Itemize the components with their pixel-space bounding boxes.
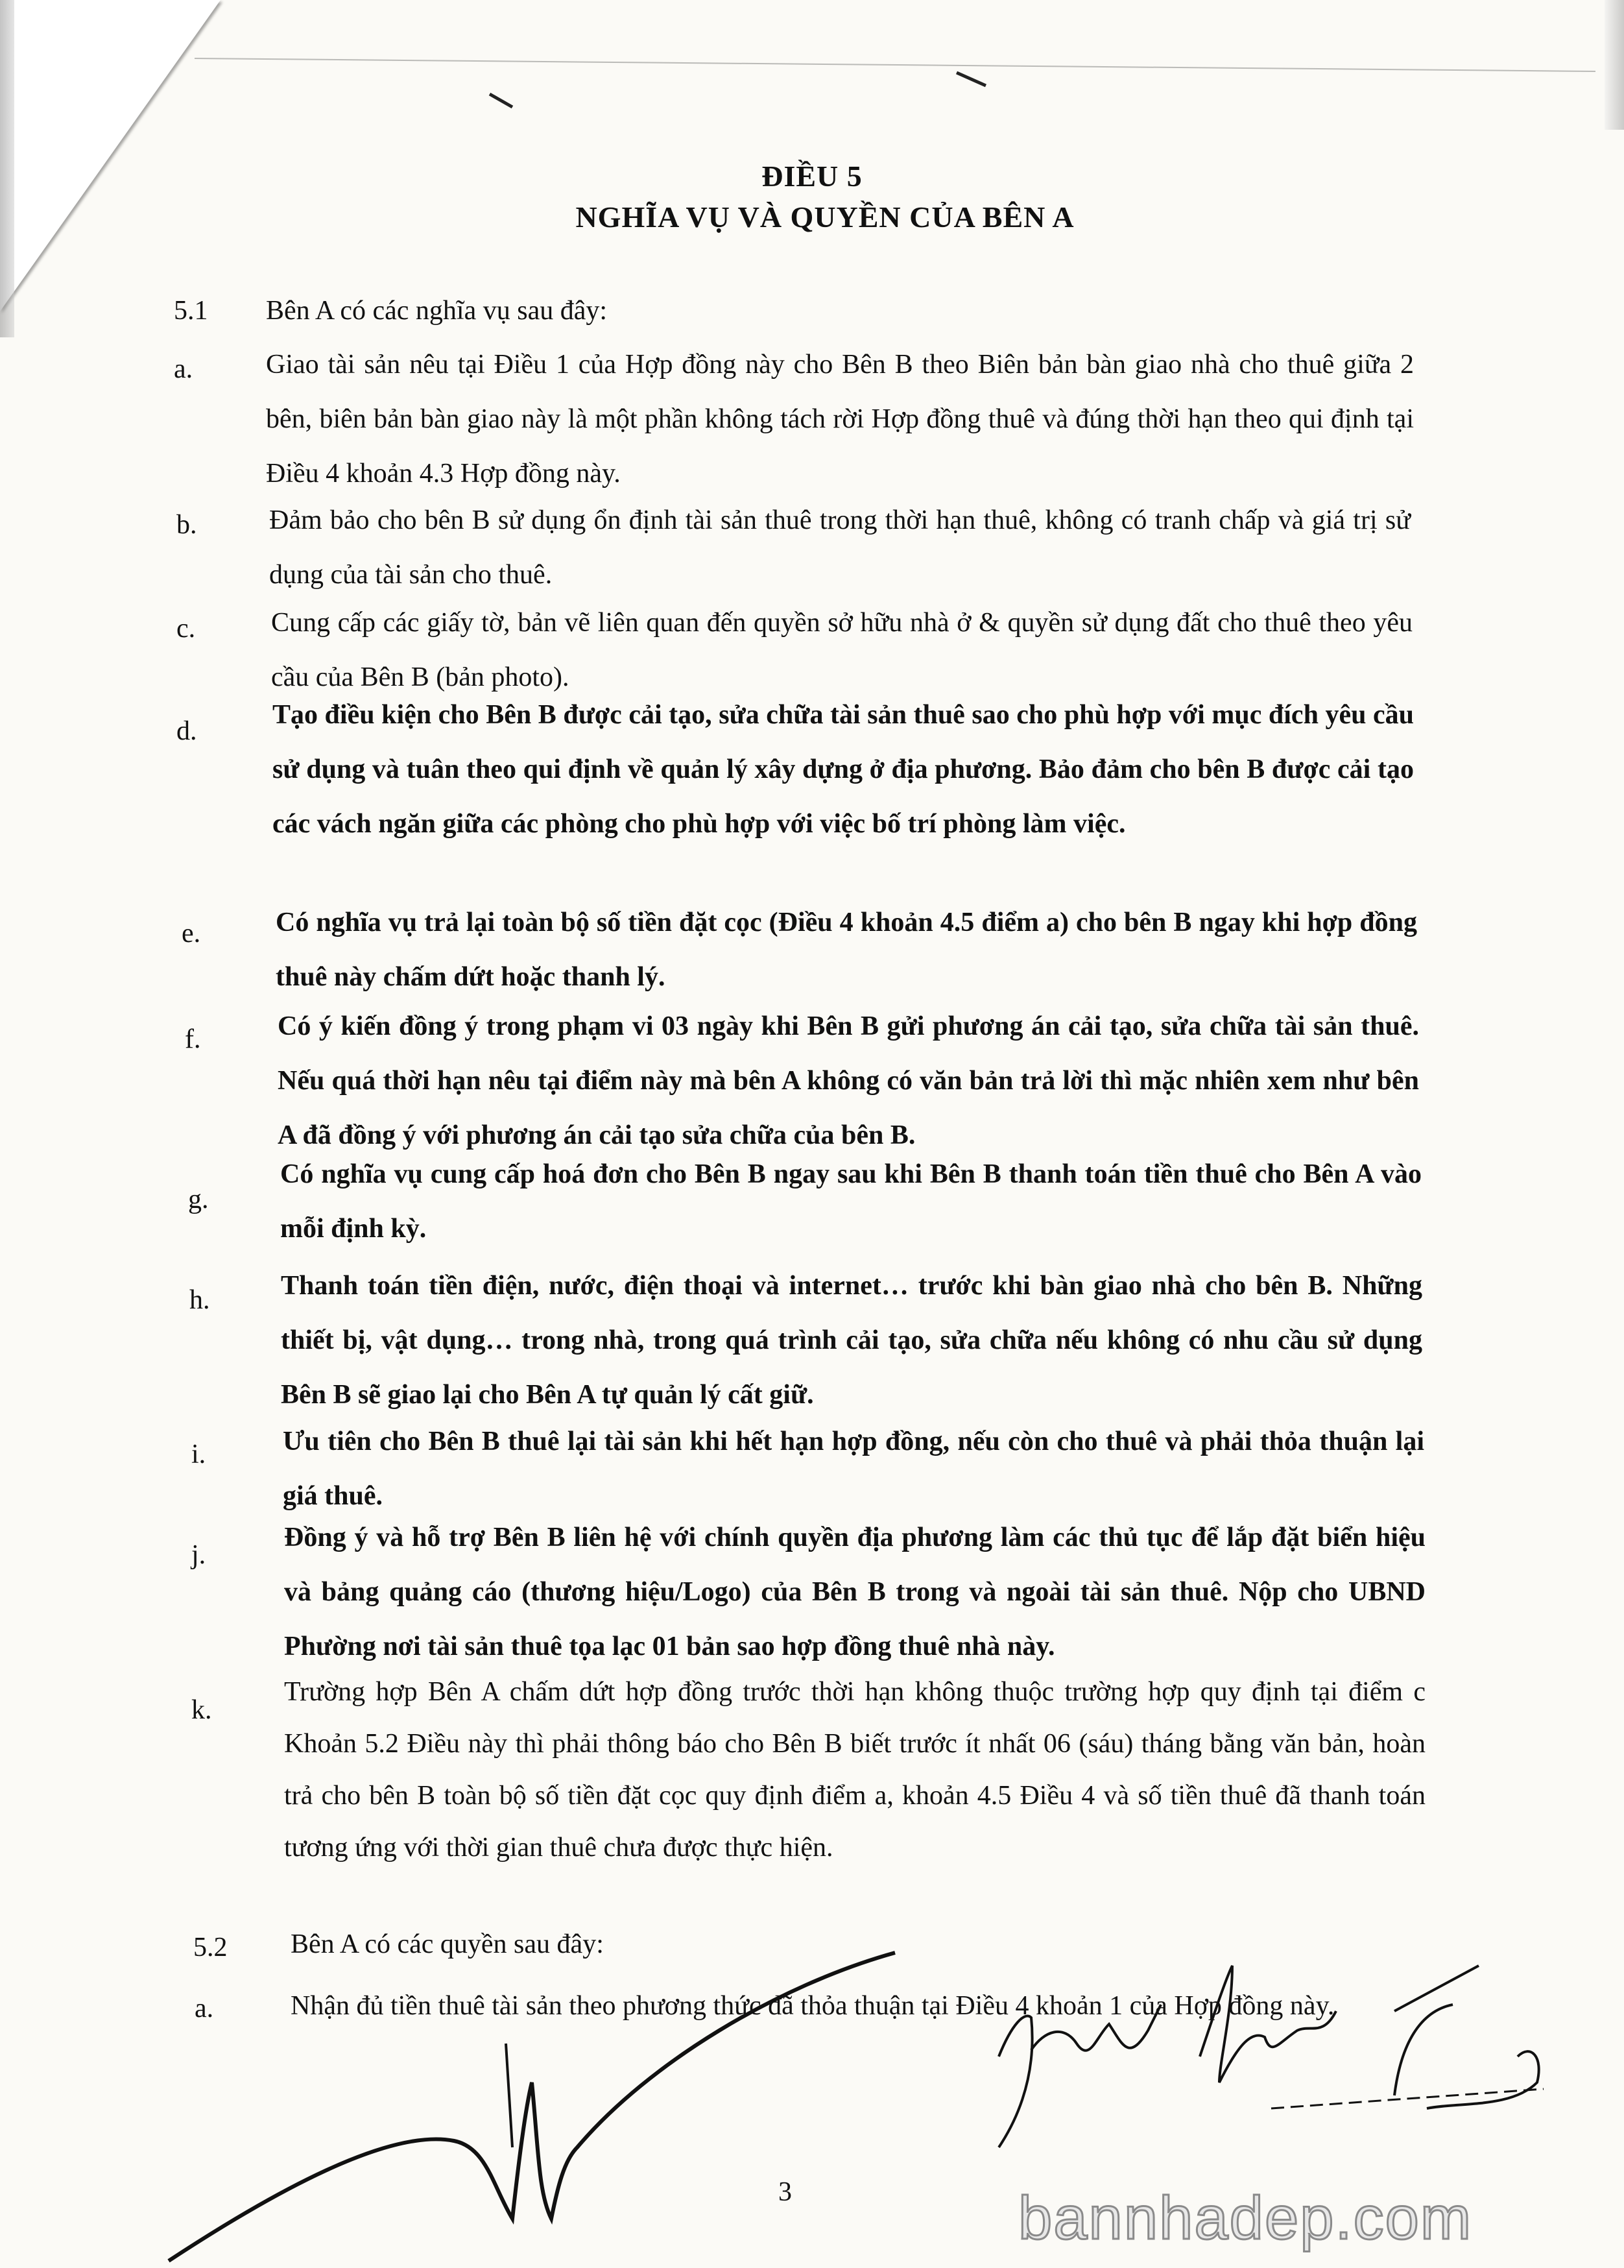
- item-label: g.: [188, 1185, 209, 1214]
- item-text: Cung cấp các giấy tờ, bản vẽ liên quan đến quyền sở hữu nhà ở & quyền sử dụng đất cho thuê theo yêu cầu của Bên B (bản photo).: [271, 608, 1413, 692]
- item-label: d.: [176, 716, 197, 746]
- item-label: j.: [191, 1540, 206, 1570]
- item-text: Giao tài sản nêu tại Điều 1 của Hợp đồng này cho Bên B theo Biên bản bàn giao nhà cho thuê giữa 2 bên, biên bản bàn giao này là một phần không tách rời Hợp đồng thuê và đúng thời hạn theo qui định tại Điều 4 khoản 4.3 Hợp đồng này.: [266, 350, 1414, 489]
- item-label: c.: [176, 614, 196, 644]
- item-label: k.: [191, 1695, 212, 1725]
- item-text: Thanh toán tiền điện, nước, điện thoại và internet… trước khi bàn giao nhà cho bên B. Những thiết bị, vật dụng… trong nhà, trong quá trình cải tạo, sửa chữa nếu không có nhu cầu sử dụng Bên B sẽ giao lại cho Bên A tự quản lý cất giữ.: [281, 1271, 1422, 1410]
- item-label: e.: [182, 919, 201, 948]
- item-text: Có nghĩa vụ cung cấp hoá đơn cho Bên B ngay sau khi Bên B thanh toán tiền thuê cho Bên A vào mỗi định kỳ.: [280, 1159, 1422, 1244]
- item-text: Trường hợp Bên A chấm dứt hợp đồng trước thời hạn không thuộc trường hợp quy định tại điểm c Khoản 5.2 Điều này thì phải thông báo cho Bên B biết trước ít nhất 06 (sáu) tháng bằng văn bản, hoàn trả cho bên B toàn bộ số tiền đặt cọc quy định điểm a, khoản 4.5 Điều 4 và số tiền thuê đã thanh toán tương ứng với thời gian thuê chưa được thực hiện.: [284, 1677, 1426, 1863]
- item-label: a.: [174, 354, 193, 384]
- item-label: h.: [189, 1285, 210, 1315]
- item-label: b.: [176, 510, 197, 540]
- item-label: a.: [195, 1994, 214, 2023]
- item-text: Nhận đủ tiền thuê tài sản theo phương thức đã thỏa thuận tại Điều 4 khoản 1 của Hợp đồng này.: [291, 1991, 1335, 2021]
- item-text: Có ý kiến đồng ý trong phạm vi 03 ngày khi Bên B gửi phương án cải tạo, sửa chữa tài sản thuê. Nếu quá thời hạn nêu tại điểm này mà bên A không có văn bản trả lời thì mặc nhiên xem như bên A đã đồng ý với phương án cải tạo sửa chữa của bên B.: [278, 1011, 1419, 1150]
- page-number: 3: [778, 2177, 792, 2207]
- item-text: Có nghĩa vụ trả lại toàn bộ số tiền đặt cọc (Điều 4 khoản 4.5 điểm a) cho bên B ngay khi hợp đồng thuê này chấm dứt hoặc thanh lý.: [276, 908, 1417, 992]
- item-label: i.: [191, 1440, 206, 1469]
- section-heading: Bên A có các quyền sau đây:: [291, 1929, 604, 1959]
- article-number: ĐIỀU 5: [761, 160, 863, 193]
- section-number: 5.2: [193, 1933, 228, 1962]
- section-heading: Bên A có các nghĩa vụ sau đây:: [266, 296, 608, 326]
- item-text: Ưu tiên cho Bên B thuê lại tài sản khi hết hạn hợp đồng, nếu còn cho thuê và phải thỏa thuận lại giá thuê.: [283, 1427, 1424, 1511]
- section-number: 5.1: [174, 296, 208, 326]
- item-label: f.: [185, 1024, 201, 1054]
- item-text: Tạo điều kiện cho Bên B được cải tạo, sửa chữa tài sản thuê sao cho phù hợp với mục đích yêu cầu sử dụng và tuân theo qui định về quản lý xây dựng ở địa phương. Bảo đảm cho bên B được cải tạo các vách ngăn giữa các phòng cho phù hợp với việc bố trí phòng làm việc.: [272, 700, 1414, 839]
- article-title: NGHĨA VỤ VÀ QUYỀN CỦA BÊN A: [575, 200, 1075, 234]
- item-text: Đảm bảo cho bên B sử dụng ổn định tài sản thuê trong thời hạn thuê, không có tranh chấp và giá trị sử dụng của tài sản cho thuê.: [269, 505, 1411, 590]
- watermark: bannhadep.com: [1018, 2184, 1473, 2252]
- item-text: Đồng ý và hỗ trợ Bên B liên hệ với chính quyền địa phương làm các thủ tục để lắp đặt biển hiệu và bảng quảng cáo (thương hiệu/Logo) của Bên B trong và ngoài tài sản thuê. Nộp cho UBND Phường nơi tài sản thuê tọa lạc 01 bản sao hợp đồng thuê nhà này.: [284, 1523, 1426, 1661]
